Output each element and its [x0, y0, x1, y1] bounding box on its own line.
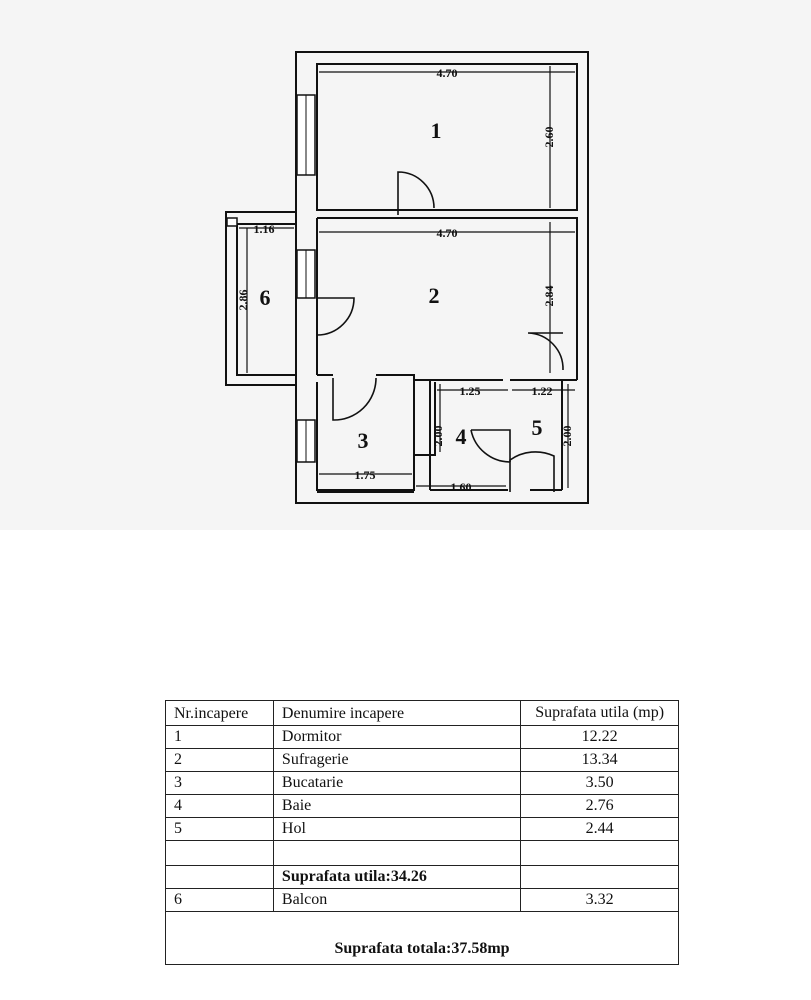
dim-room-5-height: 2.00 [560, 425, 574, 447]
row-nr: 3 [166, 772, 274, 795]
dim-room-3-width: 1.75 [354, 468, 376, 482]
dim-balcony-height: 2.86 [236, 289, 250, 311]
room-number-3: 3 [357, 428, 369, 453]
area-table [165, 700, 679, 965]
header-usable-area: Suprafata utila (mp) [521, 701, 679, 726]
row-nr: 6 [166, 889, 274, 912]
table-row-empty [166, 841, 679, 866]
dim-room-2-height: 2.84 [542, 285, 556, 307]
row-area: 2.76 [521, 795, 679, 818]
dim-room-1-width: 4.70 [436, 66, 458, 80]
row-nr: 1 [166, 726, 274, 749]
table-row [166, 795, 679, 818]
dim-room-1-height: 2.60 [542, 126, 556, 148]
room-number-4: 4 [455, 424, 467, 449]
room-number-5: 5 [531, 415, 543, 440]
room-1-walls [317, 64, 577, 210]
row-name: Bucatarie [273, 772, 520, 795]
row-name: Dormitor [273, 726, 520, 749]
table-row [166, 772, 679, 795]
table-row [166, 749, 679, 772]
dim-room-4-width-bottom: 1.60 [450, 480, 472, 494]
table-row [166, 818, 679, 841]
row-area: 12.22 [521, 726, 679, 749]
row-area: 13.34 [521, 749, 679, 772]
dim-balcony-width: 1.16 [253, 222, 275, 236]
subtotal-row [166, 866, 679, 889]
row-name: Sufragerie [273, 749, 520, 772]
dim-room-4-width-top: 1.25 [459, 384, 481, 398]
total-row [166, 912, 679, 965]
row-area: 2.44 [521, 818, 679, 841]
window [227, 218, 237, 226]
table-row [166, 726, 679, 749]
door-hall [528, 333, 563, 370]
header-room-name: Denumire incapere [273, 701, 520, 726]
room-number-2: 2 [428, 283, 440, 308]
door-entrance [510, 452, 554, 492]
subtotal-label: Suprafata utila:34.26 [273, 866, 520, 889]
total-label: Suprafata totala:37.58mp [166, 912, 679, 965]
row-nr: 5 [166, 818, 274, 841]
row-nr: 4 [166, 795, 274, 818]
room-2-walls [317, 218, 577, 375]
balcony-row [166, 889, 679, 912]
row-name: Hol [273, 818, 520, 841]
dim-room-2-width: 4.70 [436, 226, 458, 240]
row-area: 3.50 [521, 772, 679, 795]
dim-room-5-width: 1.22 [531, 384, 553, 398]
row-nr: 2 [166, 749, 274, 772]
table-header-row [166, 701, 679, 726]
door-balcony [317, 298, 354, 335]
row-area: 3.32 [521, 889, 679, 912]
room-number-6: 6 [259, 285, 271, 310]
header-room-number: Nr.incapere [166, 701, 274, 726]
door-room-4 [471, 430, 510, 462]
row-name: Balcon [273, 889, 520, 912]
door-room-1 [398, 172, 434, 215]
row-name: Baie [273, 795, 520, 818]
door-room-3 [333, 378, 376, 420]
dim-room-4-height: 2.00 [431, 425, 445, 447]
room-number-1: 1 [430, 118, 442, 143]
